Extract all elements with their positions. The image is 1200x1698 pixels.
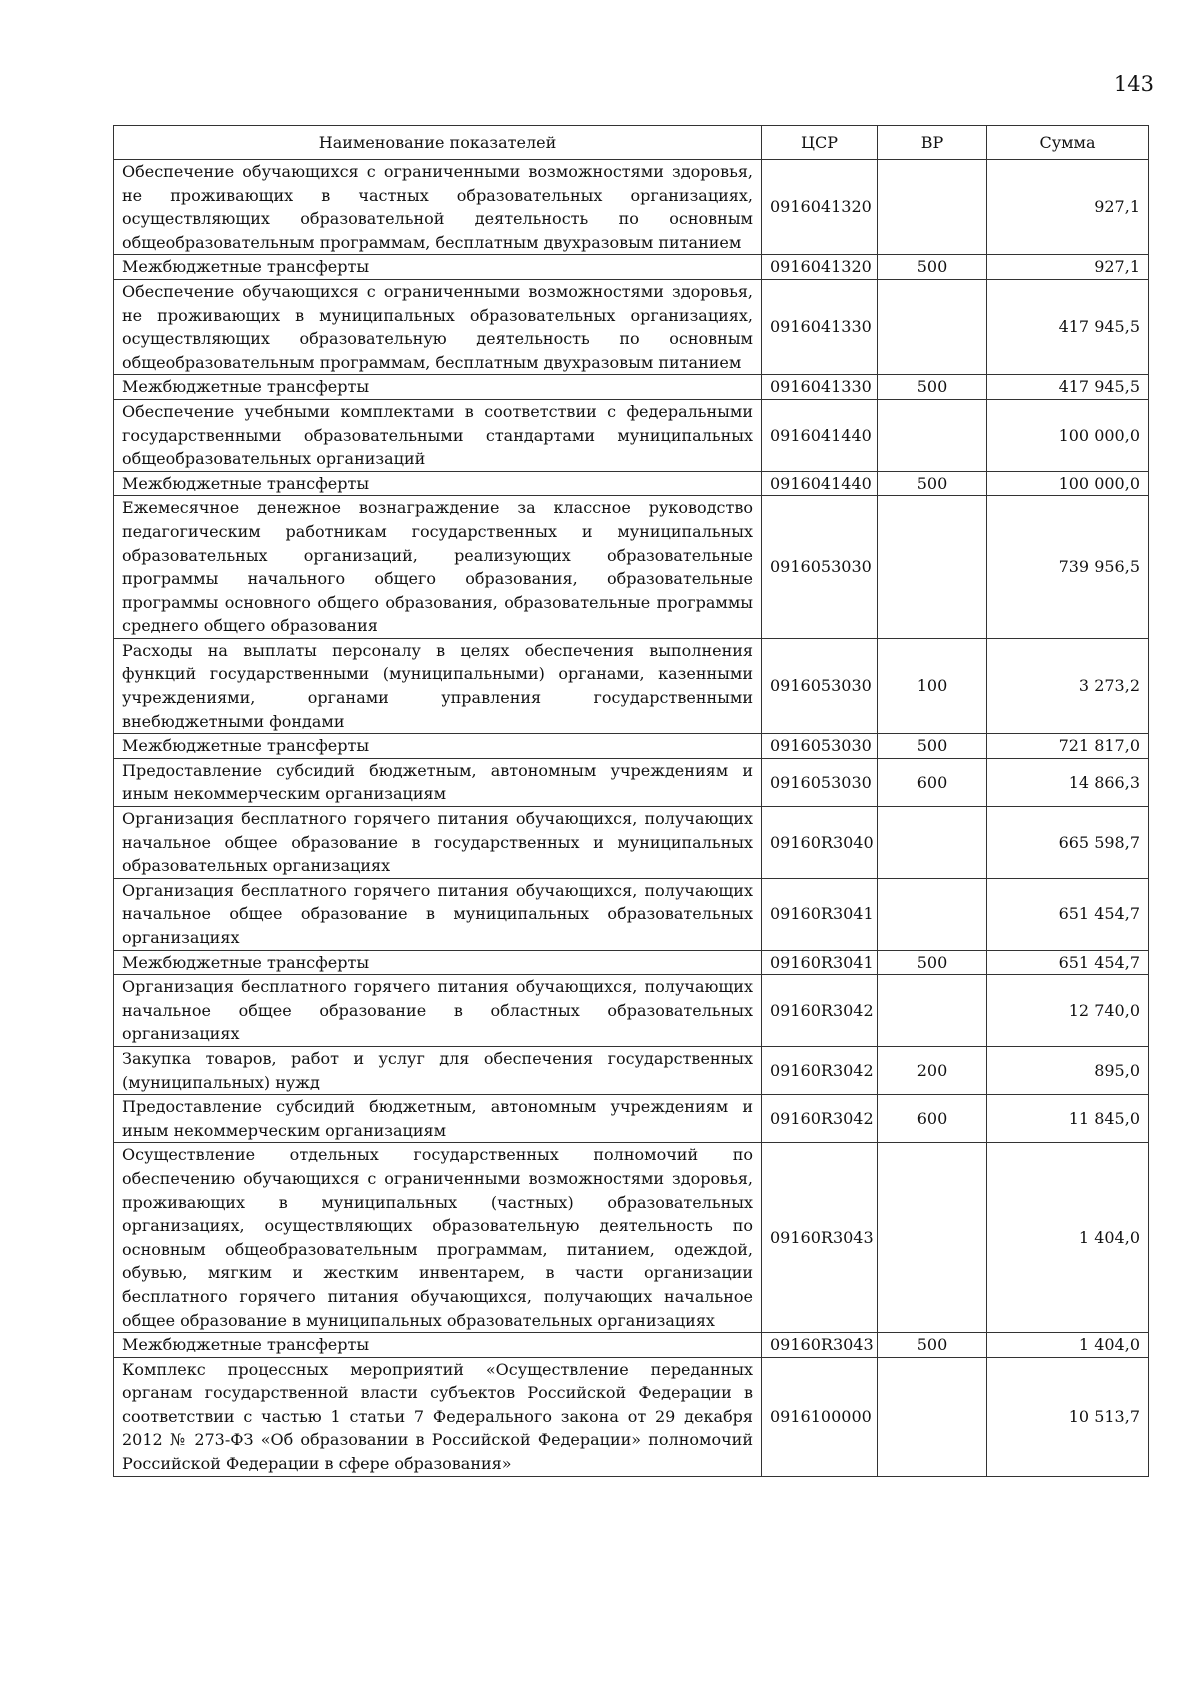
row-sum: 665 598,7: [987, 807, 1149, 879]
row-vr: [878, 279, 987, 374]
row-csr: 09160R3043: [762, 1333, 878, 1358]
budget-table: [113, 125, 1149, 1477]
row-vr: 100: [878, 638, 987, 733]
table-row: [114, 734, 1149, 759]
row-sum: 721 817,0: [987, 734, 1149, 759]
row-sum: 12 740,0: [987, 975, 1149, 1047]
row-csr: 0916041320: [762, 255, 878, 280]
row-vr: 500: [878, 950, 987, 975]
row-name: Ежемесячное денежное вознаграждение за классное руководство педагогическим работникам государственных и муниципальных образовательных организаций, реализующих образовательные программы начального общего образования, образовательные программы основного общего образования, образовательные программы среднего общего образования: [114, 496, 762, 639]
row-csr: 09160R3040: [762, 807, 878, 879]
row-vr: [878, 807, 987, 879]
table-row: [114, 1095, 1149, 1143]
row-sum: 739 956,5: [987, 496, 1149, 639]
row-name: Расходы на выплаты персоналу в целях обеспечения выполнения функций государственными (муниципальными) органами, казенными учреждениями, органами управления государственными внебюджетными фондами: [114, 638, 762, 733]
row-csr: 0916053030: [762, 638, 878, 733]
row-name: Обеспечение обучающихся с ограниченными возможностями здоровья, не проживающих в муниципальных образовательных организациях, осуществляющих образовательную деятельность по основным общеобразовательным программам, бесплатным двухразовым питанием: [114, 279, 762, 374]
row-csr: 0916053030: [762, 496, 878, 639]
header-csr: ЦСР: [762, 126, 878, 160]
row-sum: 14 866,3: [987, 758, 1149, 806]
row-csr: 09160R3042: [762, 1046, 878, 1094]
header-name: Наименование показателей: [114, 126, 762, 160]
table-row: [114, 1333, 1149, 1358]
row-sum: 417 945,5: [987, 375, 1149, 400]
row-vr: 600: [878, 1095, 987, 1143]
row-name: Обеспечение учебными комплектами в соответствии с федеральными государственными образовательными стандартами муниципальных общеобразовательных организаций: [114, 399, 762, 471]
row-name: Организация бесплатного горячего питания обучающихся, получающих начальное общее образование в государственных и муниципальных образовательных организациях: [114, 807, 762, 879]
row-vr: [878, 1143, 987, 1333]
row-vr: [878, 1357, 987, 1476]
row-csr: 09160R3041: [762, 950, 878, 975]
row-name: Обеспечение обучающихся с ограниченными возможностями здоровья, не проживающих в частных образовательных организациях, осуществляющих образовательной деятельность по основным общеобразовательным программам, бесплатным двухразовым питанием: [114, 160, 762, 255]
header-row: [114, 126, 1149, 160]
row-sum: 100 000,0: [987, 399, 1149, 471]
row-csr: 0916041440: [762, 399, 878, 471]
row-sum: 651 454,7: [987, 878, 1149, 950]
row-vr: 200: [878, 1046, 987, 1094]
row-vr: 500: [878, 734, 987, 759]
row-name: Комплекс процессных мероприятий «Осуществление переданных органам государственной власти субъектов Российской Федерации в соответствии с частью 1 статьи 7 Федерального закона от 29 декабря 2012 № 273-ФЗ «Об образовании в Российской Федерации» полномочий Российской Федерации в сфере образования»: [114, 1357, 762, 1476]
table-row: [114, 160, 1149, 255]
row-sum: 3 273,2: [987, 638, 1149, 733]
table-row: [114, 496, 1149, 639]
row-csr: 0916100000: [762, 1357, 878, 1476]
table-row: [114, 1357, 1149, 1476]
row-name: Межбюджетные трансферты: [114, 950, 762, 975]
table-row: [114, 1143, 1149, 1333]
row-csr: 0916041330: [762, 375, 878, 400]
table-row: [114, 471, 1149, 496]
table-row: [114, 758, 1149, 806]
row-sum: 927,1: [987, 160, 1149, 255]
row-name: Закупка товаров, работ и услуг для обеспечения государственных (муниципальных) нужд: [114, 1046, 762, 1094]
row-csr: 0916053030: [762, 758, 878, 806]
row-sum: 11 845,0: [987, 1095, 1149, 1143]
row-name: Межбюджетные трансферты: [114, 375, 762, 400]
row-vr: [878, 496, 987, 639]
table-row: [114, 279, 1149, 374]
header-sum: Сумма: [987, 126, 1149, 160]
row-name: Межбюджетные трансферты: [114, 255, 762, 280]
row-csr: 09160R3042: [762, 975, 878, 1047]
table-row: [114, 255, 1149, 280]
row-name: Осуществление отдельных государственных полномочий по обеспечению обучающихся с ограниченными возможностями здоровья, проживающих в муниципальных (частных) образовательных организациях, осуществляющих образовательную деятельность по основным общеобразовательным программам, питанием, одеждой, обувью, мягким и жестким инвентарем, в части организации бесплатного горячего питания обучающихся, получающих начальное общее образование в муниципальных образовательных организациях: [114, 1143, 762, 1333]
table-row: [114, 807, 1149, 879]
header-vr: ВР: [878, 126, 987, 160]
table-row: [114, 975, 1149, 1047]
row-sum: 1 404,0: [987, 1333, 1149, 1358]
row-name: Межбюджетные трансферты: [114, 734, 762, 759]
table-body: [114, 160, 1149, 1477]
row-name: Организация бесплатного горячего питания обучающихся, получающих начальное общее образование в муниципальных образовательных организациях: [114, 878, 762, 950]
row-name: Межбюджетные трансферты: [114, 1333, 762, 1358]
row-csr: 0916041320: [762, 160, 878, 255]
table-row: [114, 878, 1149, 950]
row-csr: 0916041440: [762, 471, 878, 496]
table-header: [114, 126, 1149, 160]
row-csr: 0916053030: [762, 734, 878, 759]
row-vr: 500: [878, 1333, 987, 1358]
row-name: Межбюджетные трансферты: [114, 471, 762, 496]
row-vr: 500: [878, 375, 987, 400]
row-sum: 1 404,0: [987, 1143, 1149, 1333]
row-vr: 500: [878, 255, 987, 280]
table-row: [114, 375, 1149, 400]
table-row: [114, 1046, 1149, 1094]
row-vr: [878, 878, 987, 950]
table-row: [114, 638, 1149, 733]
table-row: [114, 950, 1149, 975]
table-row: [114, 399, 1149, 471]
row-sum: 10 513,7: [987, 1357, 1149, 1476]
row-vr: 500: [878, 471, 987, 496]
row-sum: 417 945,5: [987, 279, 1149, 374]
row-sum: 927,1: [987, 255, 1149, 280]
row-csr: 09160R3041: [762, 878, 878, 950]
row-csr: 09160R3043: [762, 1143, 878, 1333]
row-name: Организация бесплатного горячего питания обучающихся, получающих начальное общее образование в областных образовательных организациях: [114, 975, 762, 1047]
row-csr: 0916041330: [762, 279, 878, 374]
row-sum: 100 000,0: [987, 471, 1149, 496]
row-sum: 895,0: [987, 1046, 1149, 1094]
row-sum: 651 454,7: [987, 950, 1149, 975]
row-vr: [878, 160, 987, 255]
row-vr: 600: [878, 758, 987, 806]
row-csr: 09160R3042: [762, 1095, 878, 1143]
row-vr: [878, 975, 987, 1047]
row-vr: [878, 399, 987, 471]
page-number: 143: [1113, 72, 1154, 96]
row-name: Предоставление субсидий бюджетным, автономным учреждениям и иным некоммерческим организациям: [114, 1095, 762, 1143]
row-name: Предоставление субсидий бюджетным, автономным учреждениям и иным некоммерческим организациям: [114, 758, 762, 806]
